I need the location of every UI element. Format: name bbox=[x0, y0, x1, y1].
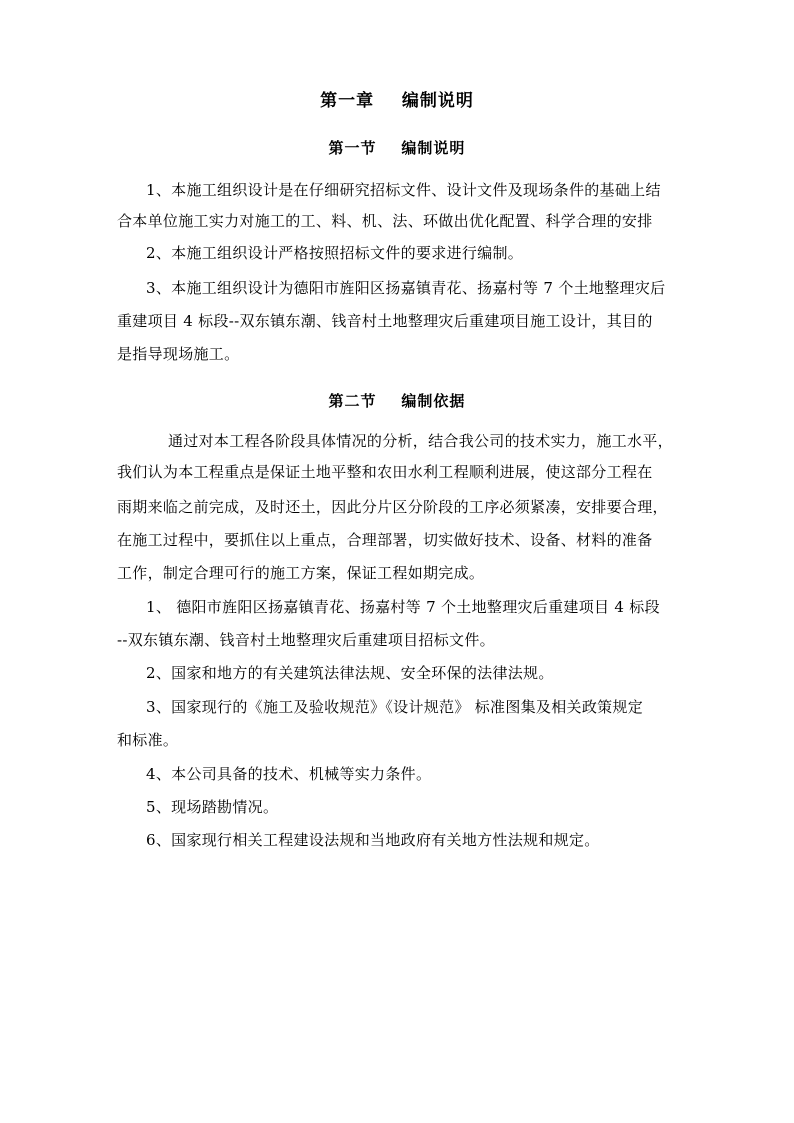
section-1-line-1: 1、本施工组织设计是在仔细研究招标文件、设计文件及现场条件的基础上结 bbox=[146, 181, 661, 199]
chapter-title: 第一章 编制说明 bbox=[320, 91, 474, 111]
section-2-line-11: 4、本公司具备的技术、机械等实力条件。 bbox=[146, 765, 432, 783]
section-2-line-10: 和标准。 bbox=[117, 731, 179, 749]
section-2-line-5: 工作，制定合理可行的施工方案，保证工程如期完成。 bbox=[117, 564, 485, 582]
section-1-title: 第一节 编制说明 bbox=[328, 139, 466, 157]
section-2-line-6: 1、 德阳市旌阳区扬嘉镇青花、扬嘉村等 7 个土地整理灾后重建项目 4 标段 bbox=[146, 598, 660, 616]
section-2-line-13: 6、国家现行相关工程建设法规和当地政府有关地方性法规和规定。 bbox=[146, 831, 600, 849]
section-2-line-9: 3、国家现行的《施工及验收规范》《设计规范》 标准图集及相关政策规定 bbox=[146, 698, 644, 716]
section-2-line-3: 雨期来临之前完成，及时还土，因此分片区分阶段的工序必须紧凑，安排要合理， bbox=[117, 498, 668, 516]
section-2-title: 第二节 编制依据 bbox=[328, 392, 466, 410]
section-2-line-4: 在施工过程中，要抓住以上重点，合理部署，切实做好技术、设备、材料的准备 bbox=[117, 531, 653, 549]
section-1-line-6: 是指导现场施工。 bbox=[117, 345, 240, 363]
section-1-line-2: 合本单位施工实力对施工的工、料、机、法、环做出优化配置、科学合理的安排 bbox=[117, 212, 653, 230]
section-2-line-2: 我们认为本工程重点是保证土地平整和农田水利工程顺利进展，使这部分工程在 bbox=[117, 463, 653, 481]
section-1-line-3: 2、本施工组织设计严格按照招标文件的要求进行编制。 bbox=[146, 244, 524, 262]
section-2-line-7: --双东镇东潮、钱音村土地整理灾后重建项目招标文件。 bbox=[117, 631, 495, 649]
section-2-line-12: 5、现场踏勘情况。 bbox=[146, 798, 279, 816]
section-2-line-8: 2、国家和地方的有关建筑法律法规、安全环保的法律法规。 bbox=[146, 664, 554, 682]
section-1-line-5: 重建项目 4 标段--双东镇东潮、钱音村土地整理灾后重建项目施工设计，其目的 bbox=[117, 312, 653, 330]
section-2-line-1: 通过对本工程各阶段具体情况的分析，结合我公司的技术实力，施工水平， bbox=[168, 432, 673, 450]
section-1-line-4: 3、本施工组织设计为德阳市旌阳区扬嘉镇青花、扬嘉村等 7 个土地整理灾后 bbox=[146, 279, 666, 297]
